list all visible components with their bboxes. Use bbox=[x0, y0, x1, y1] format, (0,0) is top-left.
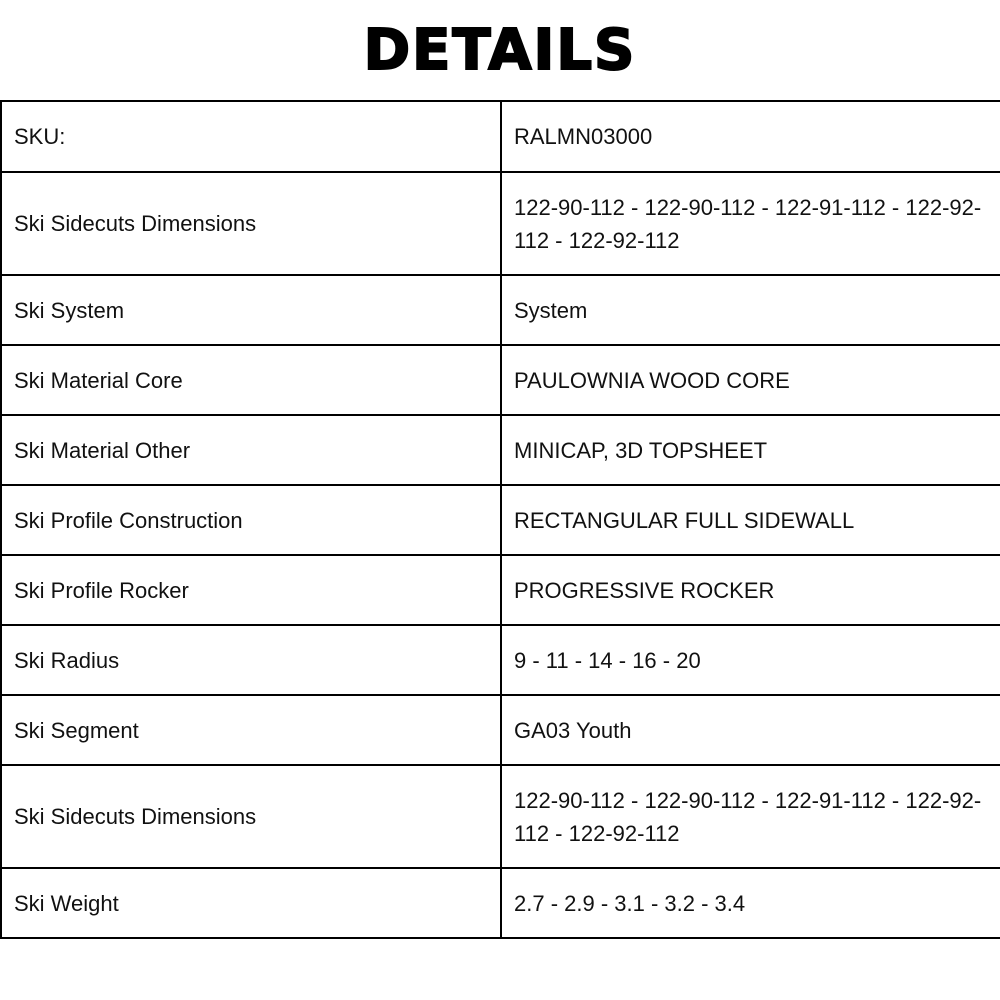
row-value: 122-90-112 - 122-90-112 - 122-91-112 - 122-92-112 - 122-92-112 bbox=[501, 172, 1000, 275]
row-label: Ski Radius bbox=[1, 625, 501, 695]
row-label: Ski Segment bbox=[1, 695, 501, 765]
table-row bbox=[1, 172, 1000, 275]
row-value: PROGRESSIVE ROCKER bbox=[501, 555, 1000, 625]
table-row bbox=[1, 625, 1000, 695]
table-row bbox=[1, 415, 1000, 485]
row-value: 2.7 - 2.9 - 3.1 - 3.2 - 3.4 bbox=[501, 868, 1000, 938]
row-value: 122-90-112 - 122-90-112 - 122-91-112 - 122-92-112 - 122-92-112 bbox=[501, 765, 1000, 868]
row-label: Ski Weight bbox=[1, 868, 501, 938]
table-row bbox=[1, 555, 1000, 625]
row-label: Ski Material Other bbox=[1, 415, 501, 485]
table-row bbox=[1, 275, 1000, 345]
row-label: SKU: bbox=[1, 101, 501, 172]
row-label: Ski Sidecuts Dimensions bbox=[1, 172, 501, 275]
table-row bbox=[1, 695, 1000, 765]
row-value: RALMN03000 bbox=[501, 101, 1000, 172]
row-label: Ski System bbox=[1, 275, 501, 345]
table-row bbox=[1, 485, 1000, 555]
row-value: GA03 Youth bbox=[501, 695, 1000, 765]
table-row bbox=[1, 765, 1000, 868]
table-row bbox=[1, 101, 1000, 172]
row-value: System bbox=[501, 275, 1000, 345]
row-value: MINICAP, 3D TOPSHEET bbox=[501, 415, 1000, 485]
page-title: DETAILS bbox=[363, 18, 637, 83]
row-value: PAULOWNIA WOOD CORE bbox=[501, 345, 1000, 415]
row-label: Ski Profile Rocker bbox=[1, 555, 501, 625]
row-label: Ski Profile Construction bbox=[1, 485, 501, 555]
row-value: 9 - 11 - 14 - 16 - 20 bbox=[501, 625, 1000, 695]
row-label: Ski Sidecuts Dimensions bbox=[1, 765, 501, 868]
row-value: RECTANGULAR FULL SIDEWALL bbox=[501, 485, 1000, 555]
row-label: Ski Material Core bbox=[1, 345, 501, 415]
table-row bbox=[1, 345, 1000, 415]
details-table bbox=[0, 100, 1000, 939]
table-row bbox=[1, 868, 1000, 938]
